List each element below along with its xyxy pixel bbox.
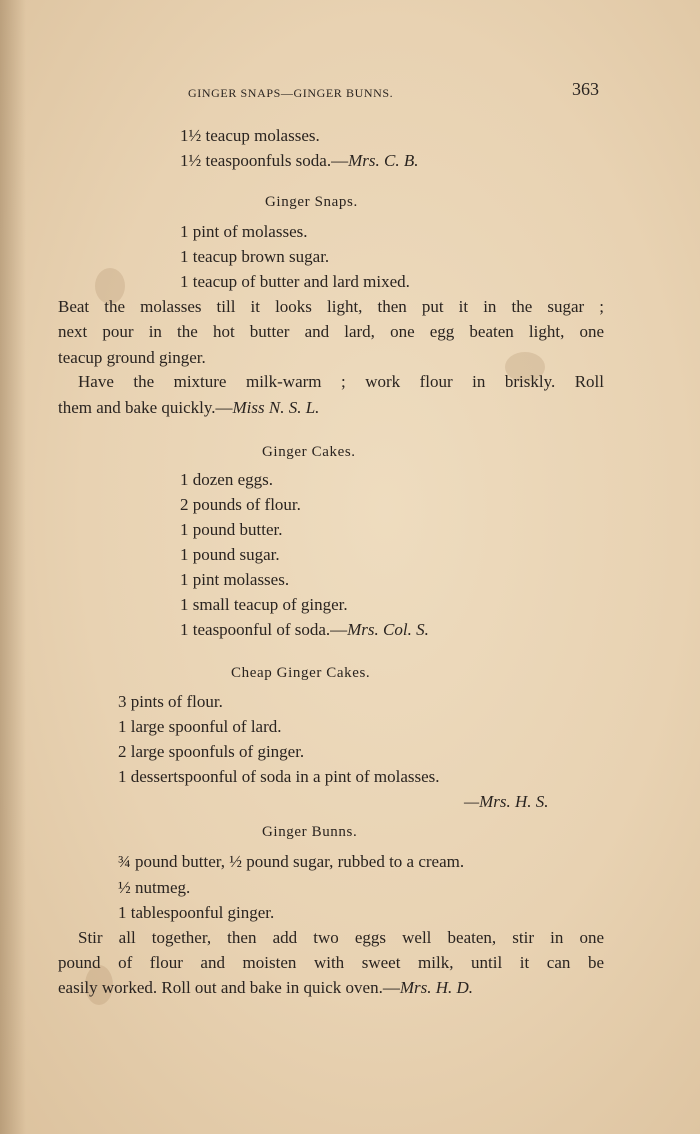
page-gutter-shadow	[0, 0, 26, 1134]
ingredient-line: ½ nutmeg.	[118, 878, 191, 897]
recipe-title: Cheap Ginger Cakes.	[231, 665, 371, 681]
directions-text: easily worked. Roll out and bake in quick oven.—	[58, 978, 400, 997]
directions-line	[58, 397, 319, 419]
recipe-title: Ginger Snaps.	[265, 194, 358, 210]
ingredient-text: 1½ teaspoonfuls soda.—	[180, 151, 349, 170]
ingredient-line: 1 pint of molasses.	[180, 222, 308, 241]
ingredient-line: 1 teacup of butter and lard mixed.	[180, 272, 410, 291]
directions-line: Stir all together, then add two eggs well beaten, stir in one	[78, 928, 604, 947]
running-title: GINGER SNAPS—GINGER BUNNS.	[188, 86, 394, 100]
directions-line: Beat the molasses till it looks light, then put it in the sugar ;	[58, 297, 604, 316]
directions-line: Have the mixture milk-warm ; work flour in briskly. Roll	[78, 372, 604, 391]
recipe-signature: —Mrs. H. S.	[464, 792, 549, 811]
ingredient-line: 1 large spoonful of lard.	[118, 717, 282, 736]
ingredient-line: 1½ teacup molasses.	[180, 126, 320, 145]
directions-line: next pour in the hot butter and lard, one egg beaten light, one	[58, 322, 604, 341]
ingredient-line: 1 tablespoonful ginger.	[118, 903, 275, 922]
directions-line: pound of flour and moisten with sweet milk, until it can be	[58, 953, 604, 972]
ingredient-line: 3 pints of flour.	[118, 692, 223, 711]
ingredient-line: 1 dozen eggs.	[180, 470, 274, 489]
ingredient-line: 2 large spoonfuls of ginger.	[118, 742, 305, 761]
ingredient-line: 1 pint molasses.	[180, 570, 290, 589]
directions-line: teacup ground ginger.	[58, 348, 206, 367]
directions-line	[58, 977, 473, 999]
ingredient-line: 1 teacup brown sugar.	[180, 247, 330, 266]
ingredient-line: 2 pounds of flour.	[180, 495, 301, 514]
ingredient-line: ¾ pound butter, ½ pound sugar, rubbed to a cream.	[118, 852, 465, 871]
ingredient-text: 1 teaspoonful of soda.—	[180, 620, 348, 639]
recipe-signature: Mrs. Col. S.	[347, 620, 429, 639]
page-number: 363	[572, 79, 599, 99]
recipe-title: Ginger Bunns.	[262, 824, 358, 840]
recipe-signature: Miss N. S. L.	[232, 398, 320, 417]
ingredient-line	[180, 150, 418, 172]
recipe-title: Ginger Cakes.	[262, 444, 356, 460]
recipe-signature: Mrs. C. B.	[348, 151, 419, 170]
ingredient-line: 1 small teacup of ginger.	[180, 595, 348, 614]
ingredient-line: 1 dessertspoonful of soda in a pint of molasses.	[118, 767, 440, 786]
directions-text: them and bake quickly.—	[58, 398, 233, 417]
ingredient-line: 1 pound butter.	[180, 520, 283, 539]
ingredient-line: 1 pound sugar.	[180, 545, 280, 564]
recipe-signature: Mrs. H. D.	[399, 978, 474, 997]
ingredient-line	[180, 619, 429, 641]
